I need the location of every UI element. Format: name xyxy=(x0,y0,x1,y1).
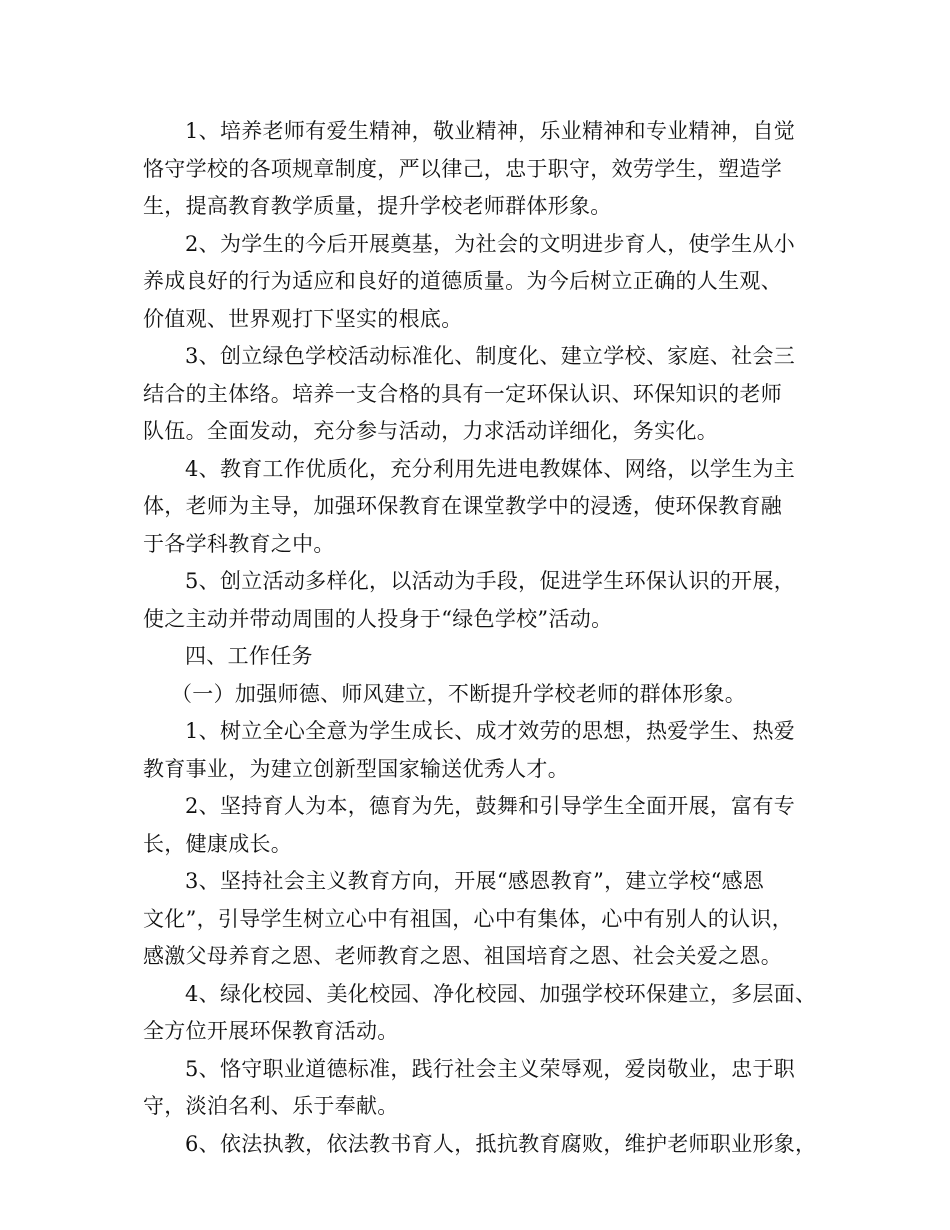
paragraph-line: 队伍。全面发动，充分参与活动，力求活动详细化，务实化。 xyxy=(143,419,719,443)
paragraph-line: 使之主动并带动周围的人投身于“绿色学校”活动。 xyxy=(143,606,613,631)
paragraph-line: 价值观、世界观打下坚实的根底。 xyxy=(143,306,463,331)
paragraph-line: 4、教育工作优质化，充分利用先进电教媒体、网络，以学生为主 xyxy=(185,456,796,481)
section-heading: 四、工作任务 xyxy=(185,644,313,668)
paragraph-line: 2、坚持育人为本，德育为先，鼓舞和引导学生全面开展，富有专 xyxy=(185,794,796,818)
paragraph-line: 感激父母养育之恩、老师教育之恩、祖国培育之恩、社会关爱之恩。 xyxy=(143,944,782,968)
paragraph-line: 6、依法执教，依法教书育人，抵抗教育腐败，维护老师职业形象， xyxy=(185,1131,817,1156)
document-body xyxy=(143,113,823,1163)
paragraph-line: 结合的主体络。培养一支合格的具有一定环保认识、环保知识的老师 xyxy=(143,381,782,406)
paragraph-line: 于各学科教育之中。 xyxy=(143,531,335,556)
paragraph-line: 1、树立全心全意为学生成长、成才效劳的思想，热爱学生、热爱 xyxy=(185,719,796,743)
paragraph-line: 生，提高教育教学质量，提升学校老师群体形象。 xyxy=(143,194,612,218)
paragraph-line: 3、坚持社会主义教育方向，开展“感恩教育”，建立学校“感恩 xyxy=(185,869,765,893)
paragraph-line: 教育事业，为建立创新型国家输送优秀人才。 xyxy=(143,756,569,781)
paragraph-line: 5、恪守职业道德标准，践行社会主义荣辱观，爱岗敬业，忠于职 xyxy=(185,1056,796,1081)
paragraph-line: 3、创立绿色学校活动标准化、制度化、建立学校、家庭、社会三 xyxy=(185,344,796,368)
paragraph-line: 全方位开展环保教育活动。 xyxy=(143,1019,399,1043)
paragraph-line: 养成良好的行为适应和良好的道德质量。为今后树立正确的人生观、 xyxy=(143,269,782,293)
paragraph-line: 长，健康成长。 xyxy=(143,831,293,856)
paragraph-line: 5、创立活动多样化，以活动为手段，促进学生环保认识的开展， xyxy=(185,569,796,593)
paragraph-line: 守，淡泊名利、乐于奉献。 xyxy=(143,1094,399,1118)
subsection-heading: （一）加强师德、师风建立，不断提升学校老师的群体形象。 xyxy=(171,681,747,706)
paragraph-line: 体，老师为主导，加强环保教育在课堂教学中的浸透，使环保教育融 xyxy=(143,494,782,518)
paragraph-line: 1、培养老师有爱生精神，敬业精神，乐业精神和专业精神，自觉 xyxy=(185,119,796,143)
paragraph-line: 文化”，引导学生树立心中有祖国，心中有集体，心中有别人的认识， xyxy=(143,906,794,931)
paragraph-line: 2、为学生的今后开展奠基，为社会的文明进步育人，使学生从小 xyxy=(185,231,796,256)
paragraph-line: 恪守学校的各项规章制度，严以律己，忠于职守，效劳学生，塑造学 xyxy=(143,156,782,181)
paragraph-line: 4、绿化校园、美化校园、净化校园、加强学校环保建立，多层面、 xyxy=(185,981,817,1006)
